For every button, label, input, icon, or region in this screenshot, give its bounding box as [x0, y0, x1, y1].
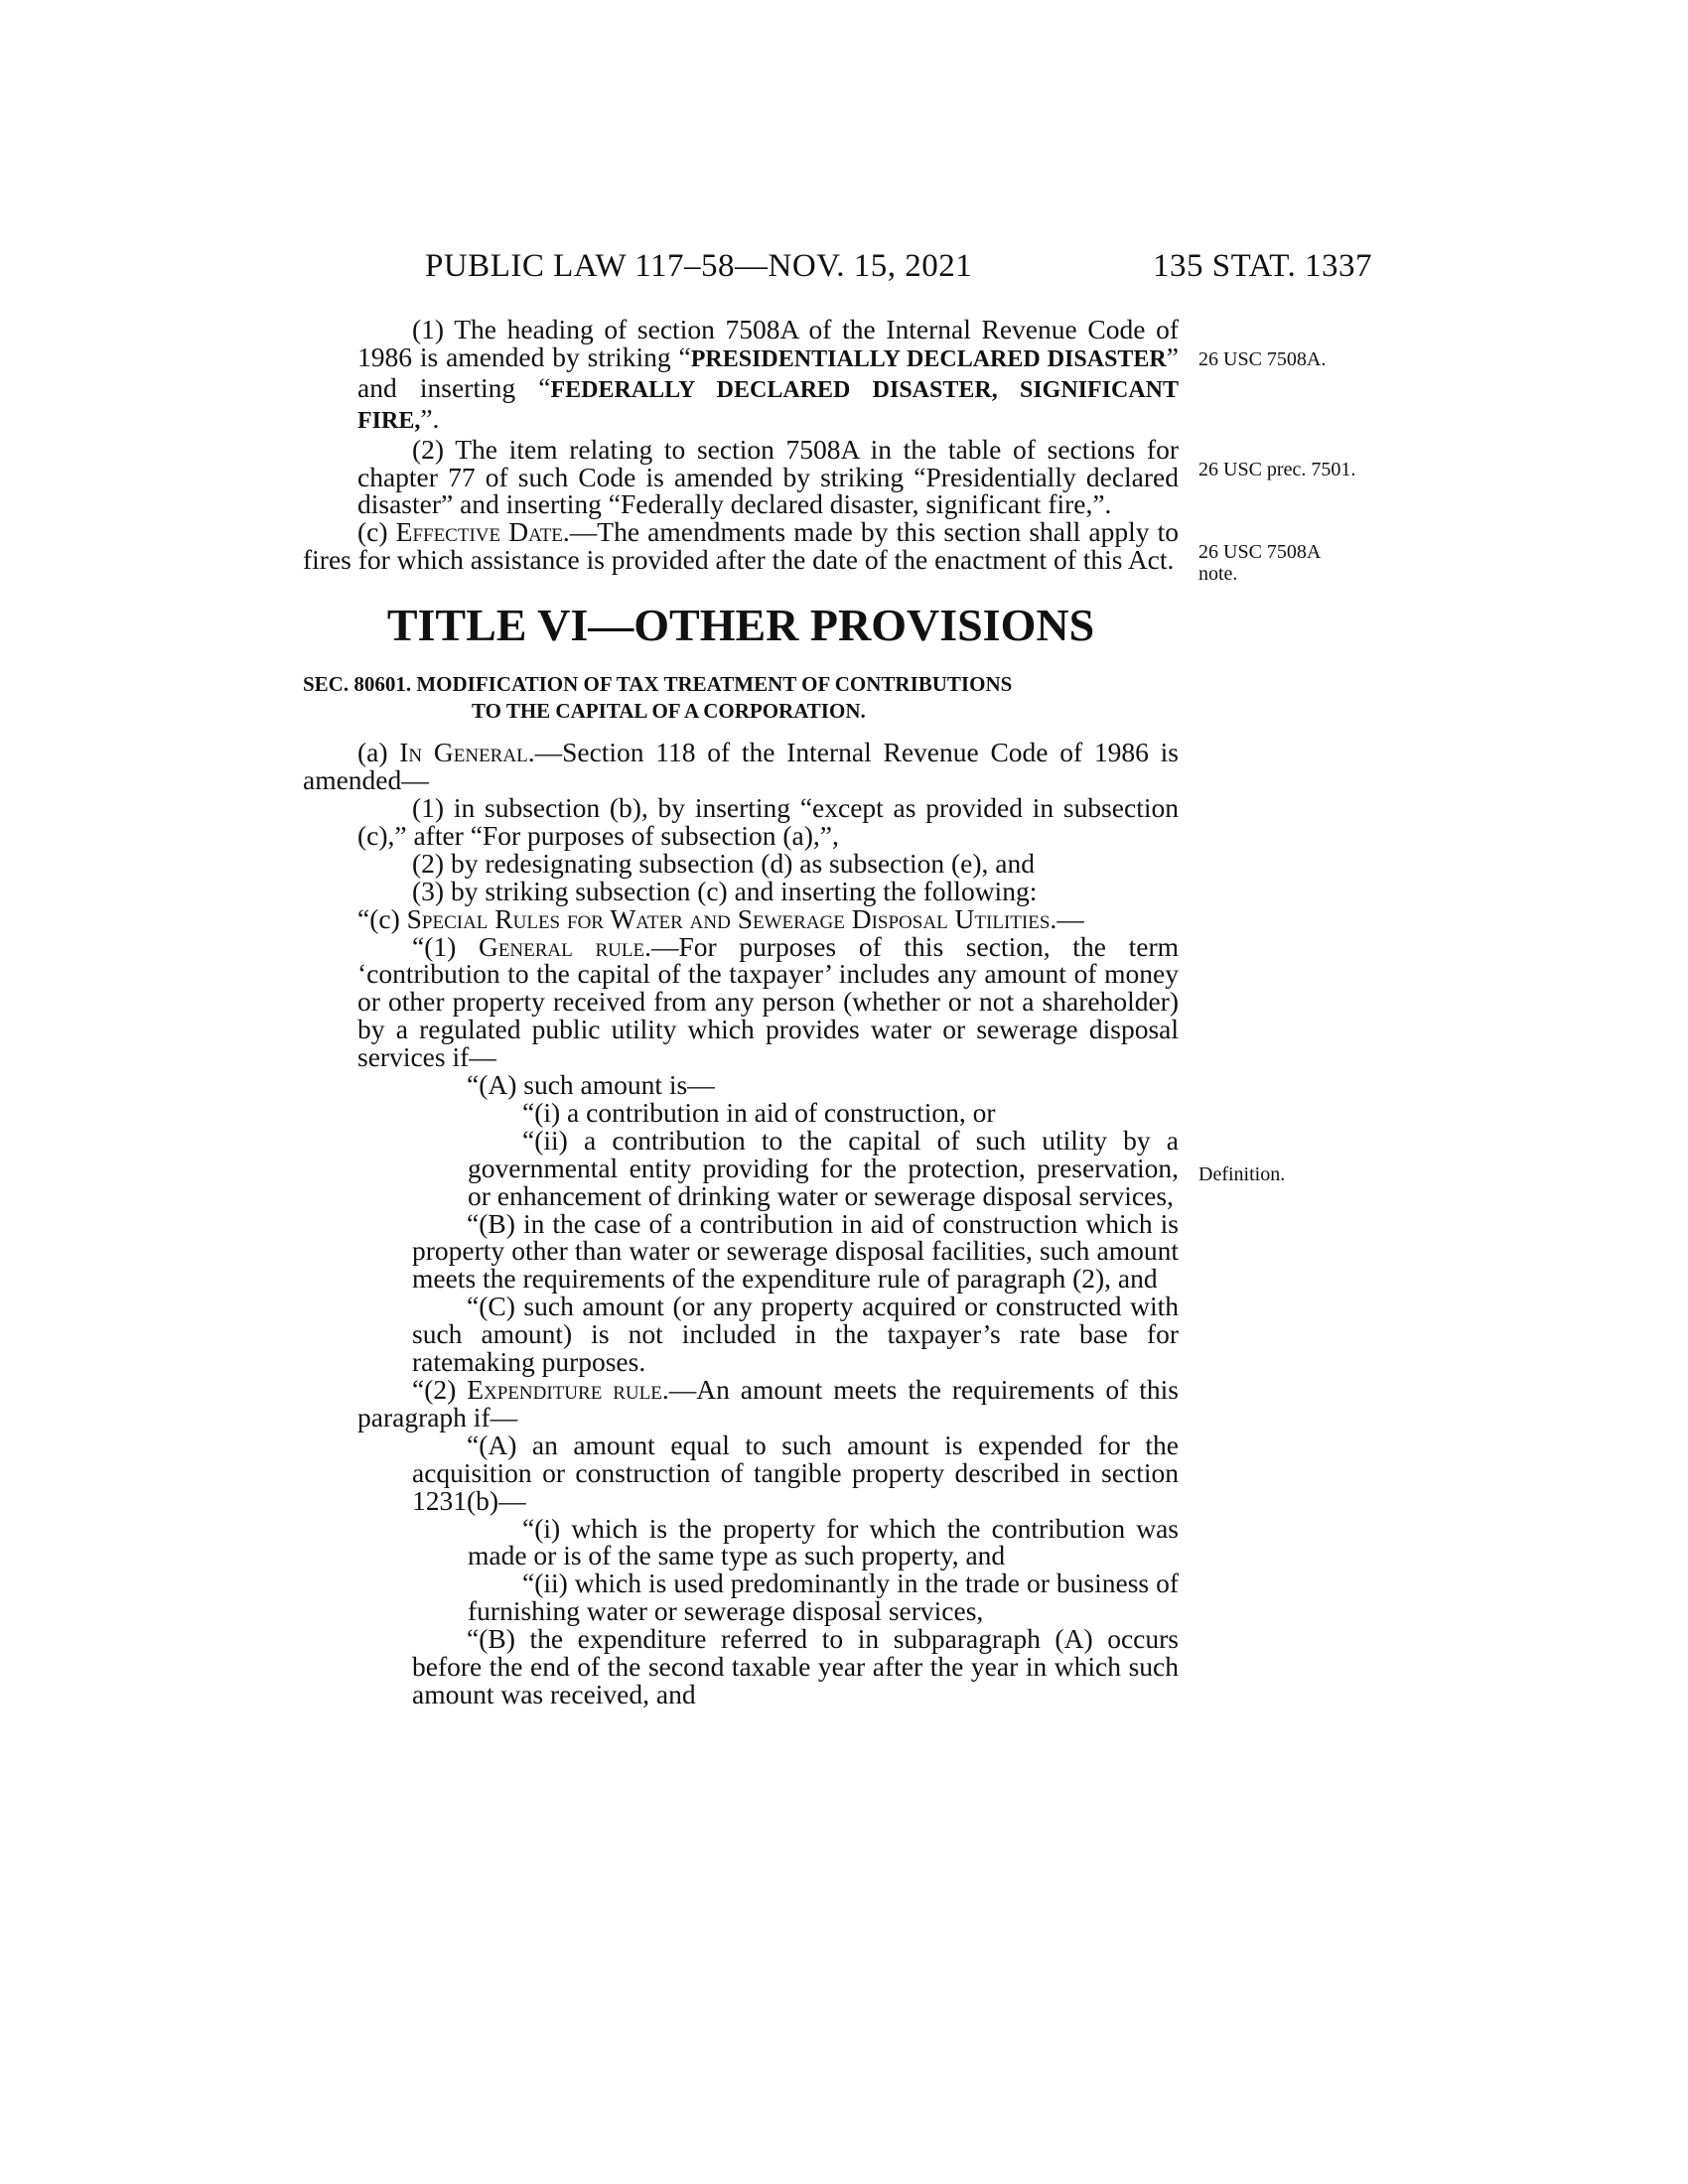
document-body [303, 316, 1179, 1708]
running-head-law: PUBLIC LAW 117–58—NOV. 15, 2021 [425, 248, 973, 284]
margin-note-usc-prec-7501: 26 USC prec. 7501. [1198, 459, 1356, 480]
section-heading: SEC. 80601. MODIFICATION OF TAX TREATMENT OF CONTRIBUTIONS TO THE CAPITAL OF A CORPORATION. [303, 672, 1013, 724]
inserted-subsection-c: “(c) Special Rules for Water and Sewerage Disposal Utilities.— [357, 902, 1084, 934]
expenditure-subparagraph-B: “(B) the expenditure referred to in subparagraph (A) occurs before the end of the second taxable year after the year in which such amount was received, and [412, 1623, 1179, 1709]
paragraph-a2: (2) by redesignating subsection (d) as subsection (e), and [412, 847, 1035, 879]
general-rule-paragraph: “(1) General rule.—For purposes of this section, the term ‘contribution to the capital of the taxpayer’ includes any amount of money or other property received from any person (whether or not a shareholder) by a regulated public utility which provides water or sewerage disposal services if— [357, 930, 1179, 1073]
clause-A-i: “(i) a contribution in aid of construction, or [522, 1096, 996, 1128]
running-head-page: 135 STAT. 1337 [1152, 248, 1372, 284]
subsection-a: (a) In General.—Section 118 of the Internal Revenue Code of 1986 is amended— [303, 737, 1179, 796]
expenditure-clause-A-i: “(i) which is the property for which the contribution was made or is of the same type as such property, and [468, 1512, 1179, 1571]
margin-note-usc-7508a-note: 26 USC 7508A note. [1198, 541, 1321, 585]
paragraph-a3: (3) by striking subsection (c) and inserting the following: [412, 875, 1038, 906]
clause-A-ii: “(ii) a contribution to the capital of such utility by a governmental entity providing for the protection, preservation, or enhancement of drinking water or sewerage disposal services, [468, 1124, 1179, 1211]
paragraph-a1: (1) in subsection (b), by inserting “except as provided in subsection (c),” after “For purposes of subsection (a),”, [357, 791, 1179, 851]
margin-note-definition: Definition. [1198, 1163, 1286, 1185]
subparagraph-A: “(A) such amount is— [467, 1069, 715, 1101]
expenditure-rule-paragraph: “(2) Expenditure rule.—An amount meets the requirements of this paragraph if— [357, 1374, 1179, 1433]
margin-note-usc-7508a: 26 USC 7508A. [1198, 348, 1327, 370]
amendment-paragraph-1: (1) The heading of section 7508A of the Internal Revenue Code of 1986 is amended by striking “PRESIDENTIALLY DECLARED DISASTER” and inserting “FEDERALLY DECLARED DISASTER, SIGNIFICANT FIRE,”. [357, 314, 1179, 434]
subparagraph-C: “(C) such amount (or any property acquired or constructed with such amount) is not included in the taxpayer’s rate base for ratemaking purposes. [412, 1291, 1179, 1378]
subparagraph-B: “(B) in the case of a contribution in aid of construction which is property other than water or sewerage disposal facilities, such amount meets the requirements of the expenditure rule of paragraph (2), and [412, 1207, 1179, 1295]
effective-date-paragraph: (c) Effective Date.—The amendments made by this section shall apply to fires for which assistance is provided after the date of the enactment of this Act. [303, 516, 1179, 576]
expenditure-clause-A-ii: “(ii) which is used predominantly in the trade or business of furnishing water or sewerage disposal services, [468, 1568, 1179, 1627]
amendment-paragraph-2: (2) The item relating to section 7508A in the table of sections for chapter 77 of such Code is amended by striking “Presidentially declared disaster” and inserting “Federally declared disaster, significant fire,”. [357, 433, 1179, 520]
expenditure-subparagraph-A: “(A) an amount equal to such amount is expended for the acquisition or construction of tangible property described in section 1231(b)— [412, 1429, 1179, 1516]
title-heading: TITLE VI—OTHER PROVISIONS [386, 600, 1095, 651]
